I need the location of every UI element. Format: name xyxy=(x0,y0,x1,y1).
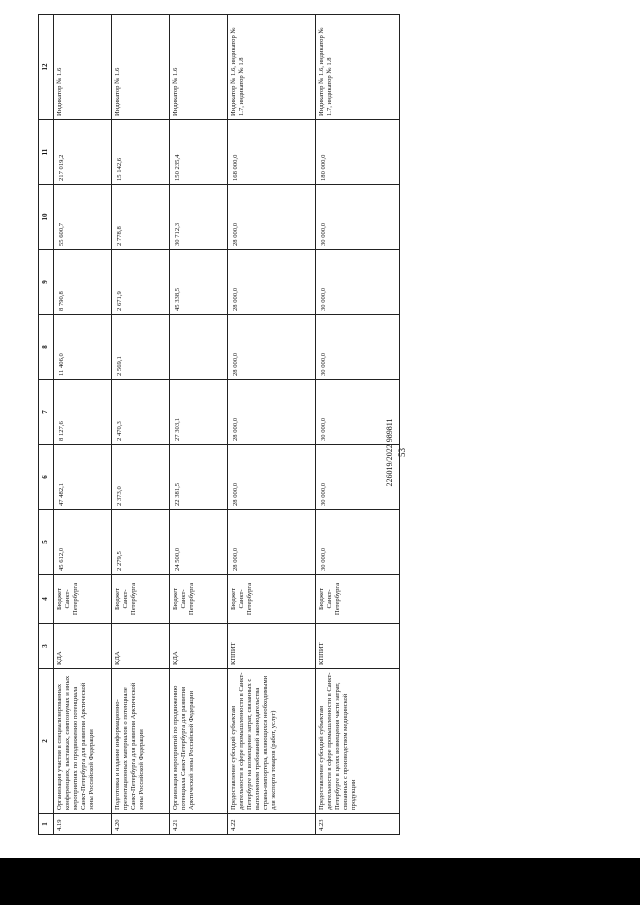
executor: КППИТ xyxy=(316,624,400,669)
value-col9: 45 338,5 xyxy=(170,250,228,315)
table-row xyxy=(54,15,112,835)
table-row xyxy=(112,15,170,835)
table-header-row xyxy=(39,15,54,835)
table-row xyxy=(228,15,316,835)
value-col9: 28 000,0 xyxy=(228,250,316,315)
value-col6: 47 482,1 xyxy=(54,445,112,510)
col-header-11: 11 xyxy=(39,120,54,185)
table-row xyxy=(316,15,400,835)
value-col9: 30 000,0 xyxy=(316,250,400,315)
value-col9: 8 790,8 xyxy=(54,250,112,315)
value-col8: 2 569,1 xyxy=(112,315,170,380)
row-number: 4.22 xyxy=(228,814,316,835)
value-col5: 24 500,0 xyxy=(170,510,228,575)
value-col6: 2 373,0 xyxy=(112,445,170,510)
value-col5: 28 000,0 xyxy=(228,510,316,575)
value-col11-total: 180 000,0 xyxy=(316,120,400,185)
activity-name: Предоставление субсидий субъектам деятельности в сфере промышленности в Санкт-Петербурге в целях возмещения части затрат, связанных с производством медицинской продукции xyxy=(316,669,400,814)
indicator: Индикатор № 1.6 xyxy=(112,15,170,120)
activity-name: Организация участия в специализированных конференциях, выставках, симпозиумах и иных мероприятиях по продвижению потенциала Санкт-Петербурга для развития Арктической зоны Российской Федерации xyxy=(54,669,112,814)
value-col7: 30 000,0 xyxy=(316,380,400,445)
value-col10: 55 600,7 xyxy=(54,185,112,250)
activity-name: Организация мероприятий по продвижению потенциала Санкт-Петербурга для развития Арктической зоны Российской Федерации xyxy=(170,669,228,814)
executor: КППИТ xyxy=(228,624,316,669)
value-col7: 8 127,6 xyxy=(54,380,112,445)
activity-name: Подготовка и издание информационно-презентационных материалов о потенциале Санкт-Петербурга для развития Арктической зоны Российской Федерации xyxy=(112,669,170,814)
value-col6: 30 000,0 xyxy=(316,445,400,510)
value-col8 xyxy=(170,315,228,380)
value-col7: 28 000,0 xyxy=(228,380,316,445)
col-header-6: 6 xyxy=(39,445,54,510)
document-number: 226019/2022 989811 xyxy=(385,418,394,487)
page-number: 53 xyxy=(397,448,407,457)
activity-name: Предоставление субсидий субъектам деятельности в сфере промышленности в Санкт-Петербурге на возмещение затрат, связанных с выполнением требований законодательства страны-импортера, являющихся необходимыми для экспорта товаров (работ, услуг) xyxy=(228,669,316,814)
value-col8: 30 000,0 xyxy=(316,315,400,380)
value-col5: 2 279,5 xyxy=(112,510,170,575)
row-number: 4.23 xyxy=(316,814,400,835)
executor: КДА xyxy=(112,624,170,669)
value-col10: 30 712,3 xyxy=(170,185,228,250)
col-header-2: 2 xyxy=(39,669,54,814)
col-header-3: 3 xyxy=(39,624,54,669)
value-col6: 22 381,5 xyxy=(170,445,228,510)
value-col8: 11 406,0 xyxy=(54,315,112,380)
executor: КДА xyxy=(54,624,112,669)
col-header-7: 7 xyxy=(39,380,54,445)
indicator: Индикатор № 1.6 xyxy=(170,15,228,120)
col-header-5: 5 xyxy=(39,510,54,575)
value-col7: 2 470,3 xyxy=(112,380,170,445)
program-activities-table xyxy=(38,14,400,835)
funding-source: Бюджет Санкт-Петербурга xyxy=(316,575,400,624)
value-col11-total: 168 000,0 xyxy=(228,120,316,185)
row-number: 4.19 xyxy=(54,814,112,835)
col-header-1: 1 xyxy=(39,814,54,835)
value-col5: 30 000,0 xyxy=(316,510,400,575)
row-number: 4.20 xyxy=(112,814,170,835)
col-header-8: 8 xyxy=(39,315,54,380)
col-header-9: 9 xyxy=(39,250,54,315)
value-col11-total: 217 019,2 xyxy=(54,120,112,185)
value-col8: 28 000,0 xyxy=(228,315,316,380)
indicator: Индикатор № 1.6 xyxy=(54,15,112,120)
value-col7: 27 303,1 xyxy=(170,380,228,445)
value-col10: 2 778,8 xyxy=(112,185,170,250)
funding-source: Бюджет Санкт-Петербурга xyxy=(170,575,228,624)
funding-source: Бюджет Санкт-Петербурга xyxy=(112,575,170,624)
row-number: 4.21 xyxy=(170,814,228,835)
value-col10: 30 000,0 xyxy=(316,185,400,250)
funding-source: Бюджет Санкт-Петербурга xyxy=(54,575,112,624)
indicator: Индикатор № 1.6, индикатор № 1.7, индикатор № 1.8 xyxy=(316,15,400,120)
value-col11-total: 150 235,4 xyxy=(170,120,228,185)
black-footer-bar xyxy=(0,858,640,905)
value-col10: 28 000,0 xyxy=(228,185,316,250)
col-header-12: 12 xyxy=(39,15,54,120)
value-col9: 2 671,9 xyxy=(112,250,170,315)
executor: КДА xyxy=(170,624,228,669)
table-row xyxy=(170,15,228,835)
col-header-10: 10 xyxy=(39,185,54,250)
value-col5: 45 612,0 xyxy=(54,510,112,575)
funding-source: Бюджет Санкт-Петербурга xyxy=(228,575,316,624)
col-header-4: 4 xyxy=(39,575,54,624)
value-col6: 28 000,0 xyxy=(228,445,316,510)
indicator: Индикатор № 1.6, индикатор № 1.7, индикатор № 1.8 xyxy=(228,15,316,120)
value-col11-total: 15 142,6 xyxy=(112,120,170,185)
